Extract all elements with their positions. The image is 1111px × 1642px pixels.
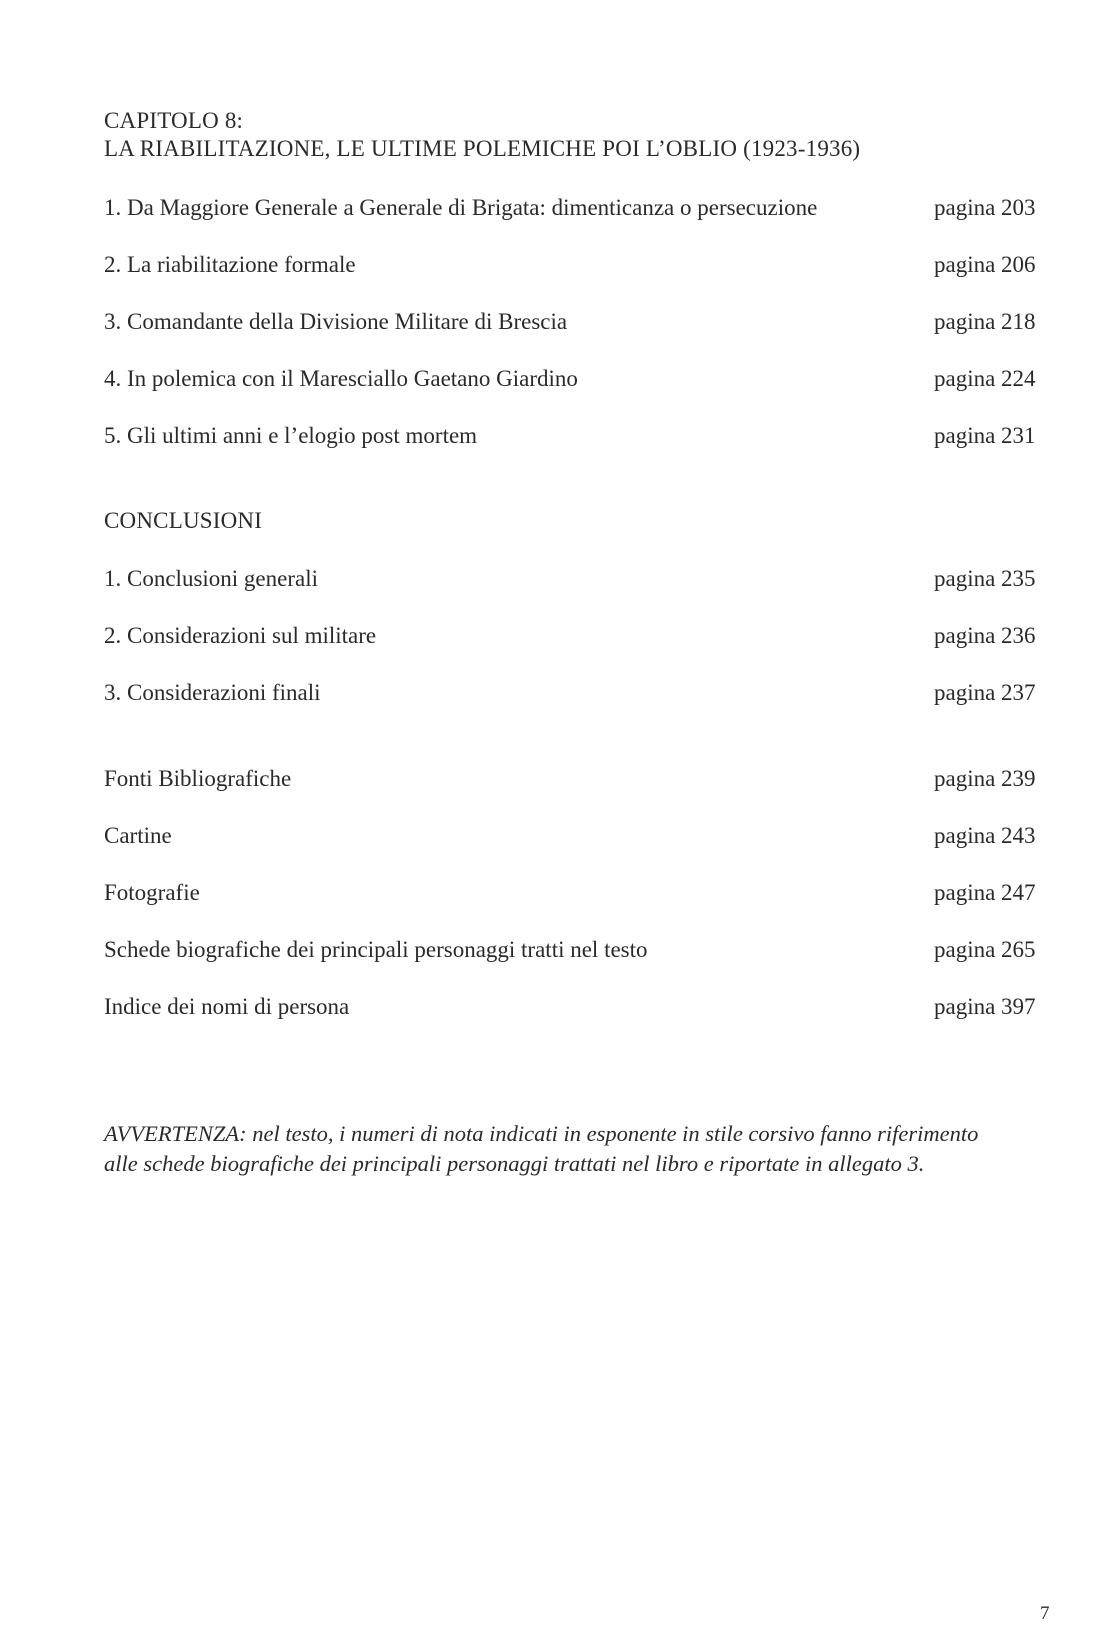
toc-entry — [104, 193, 1044, 223]
toc-entry-label: Fotografie — [104, 880, 200, 905]
toc-entry-label: 2. La riabilitazione formale — [104, 252, 356, 277]
toc-entry-label: 1. Da Maggiore Generale a Generale di Brigata: dimenticanza o persecuzione — [104, 195, 818, 220]
toc-entry-page: pagina 247 — [934, 880, 1036, 905]
toc-entry — [104, 821, 1044, 851]
toc-entry-page: pagina 235 — [934, 566, 1036, 591]
page-number: 7 — [1040, 1603, 1050, 1624]
chapter-label: CAPITOLO 8: — [104, 108, 244, 133]
warning-line: alle schede biografiche dei principali personaggi trattati nel libro e riportate in allegato 3. — [104, 1151, 925, 1176]
warning-line: AVVERTENZA: nel testo, i numeri di nota indicati in esponente in stile corsivo fanno riferimento — [104, 1121, 979, 1146]
toc-entry — [104, 935, 1044, 965]
toc-entry-label: 1. Conclusioni generali — [104, 566, 318, 591]
warning-note — [104, 1119, 1064, 1179]
toc-entry-label: 2. Considerazioni sul militare — [104, 623, 377, 648]
toc-entry-page: pagina 224 — [934, 366, 1036, 391]
toc-entry-label: Fonti Bibliografiche — [104, 766, 292, 791]
toc-entry-page: pagina 397 — [934, 994, 1036, 1019]
toc-entry — [104, 878, 1044, 908]
toc-entry — [104, 992, 1044, 1022]
chapter-title: LA RIABILITAZIONE, LE ULTIME POLEMICHE POI L’OBLIO (1923-1936) — [104, 136, 861, 161]
toc-entry-label: 3. Comandante della Divisione Militare di Brescia — [104, 309, 568, 334]
section-title-conclusions: CONCLUSIONI — [104, 508, 263, 533]
toc-entry-page: pagina 203 — [934, 195, 1036, 220]
toc-entry — [104, 250, 1044, 280]
toc-entry-page: pagina 206 — [934, 252, 1036, 277]
toc-entry-page: pagina 218 — [934, 309, 1036, 334]
toc-entry — [104, 764, 1044, 794]
toc-entry-page: pagina 231 — [934, 423, 1036, 448]
toc-entry-label: Indice dei nomi di persona — [104, 994, 350, 1019]
toc-entry — [104, 421, 1044, 451]
toc-entry-page: pagina 265 — [934, 937, 1036, 962]
toc-entry — [104, 364, 1044, 394]
toc-entry-label: 5. Gli ultimi anni e l’elogio post mortem — [104, 423, 478, 448]
toc-entry — [104, 564, 1044, 594]
toc-entry-label: 3. Considerazioni finali — [104, 680, 321, 705]
toc-entry — [104, 621, 1044, 651]
toc-entry-page: pagina 237 — [934, 680, 1036, 705]
toc-entry-page: pagina 243 — [934, 823, 1036, 848]
toc-entry-label: 4. In polemica con il Maresciallo Gaetano Giardino — [104, 366, 578, 391]
toc-entry — [104, 678, 1044, 708]
toc-entry — [104, 307, 1044, 337]
toc-entry-label: Cartine — [104, 823, 172, 848]
toc-entry-label: Schede biografiche dei principali personaggi tratti nel testo — [104, 937, 648, 962]
toc-entry-page: pagina 236 — [934, 623, 1036, 648]
toc-entry-page: pagina 239 — [934, 766, 1036, 791]
